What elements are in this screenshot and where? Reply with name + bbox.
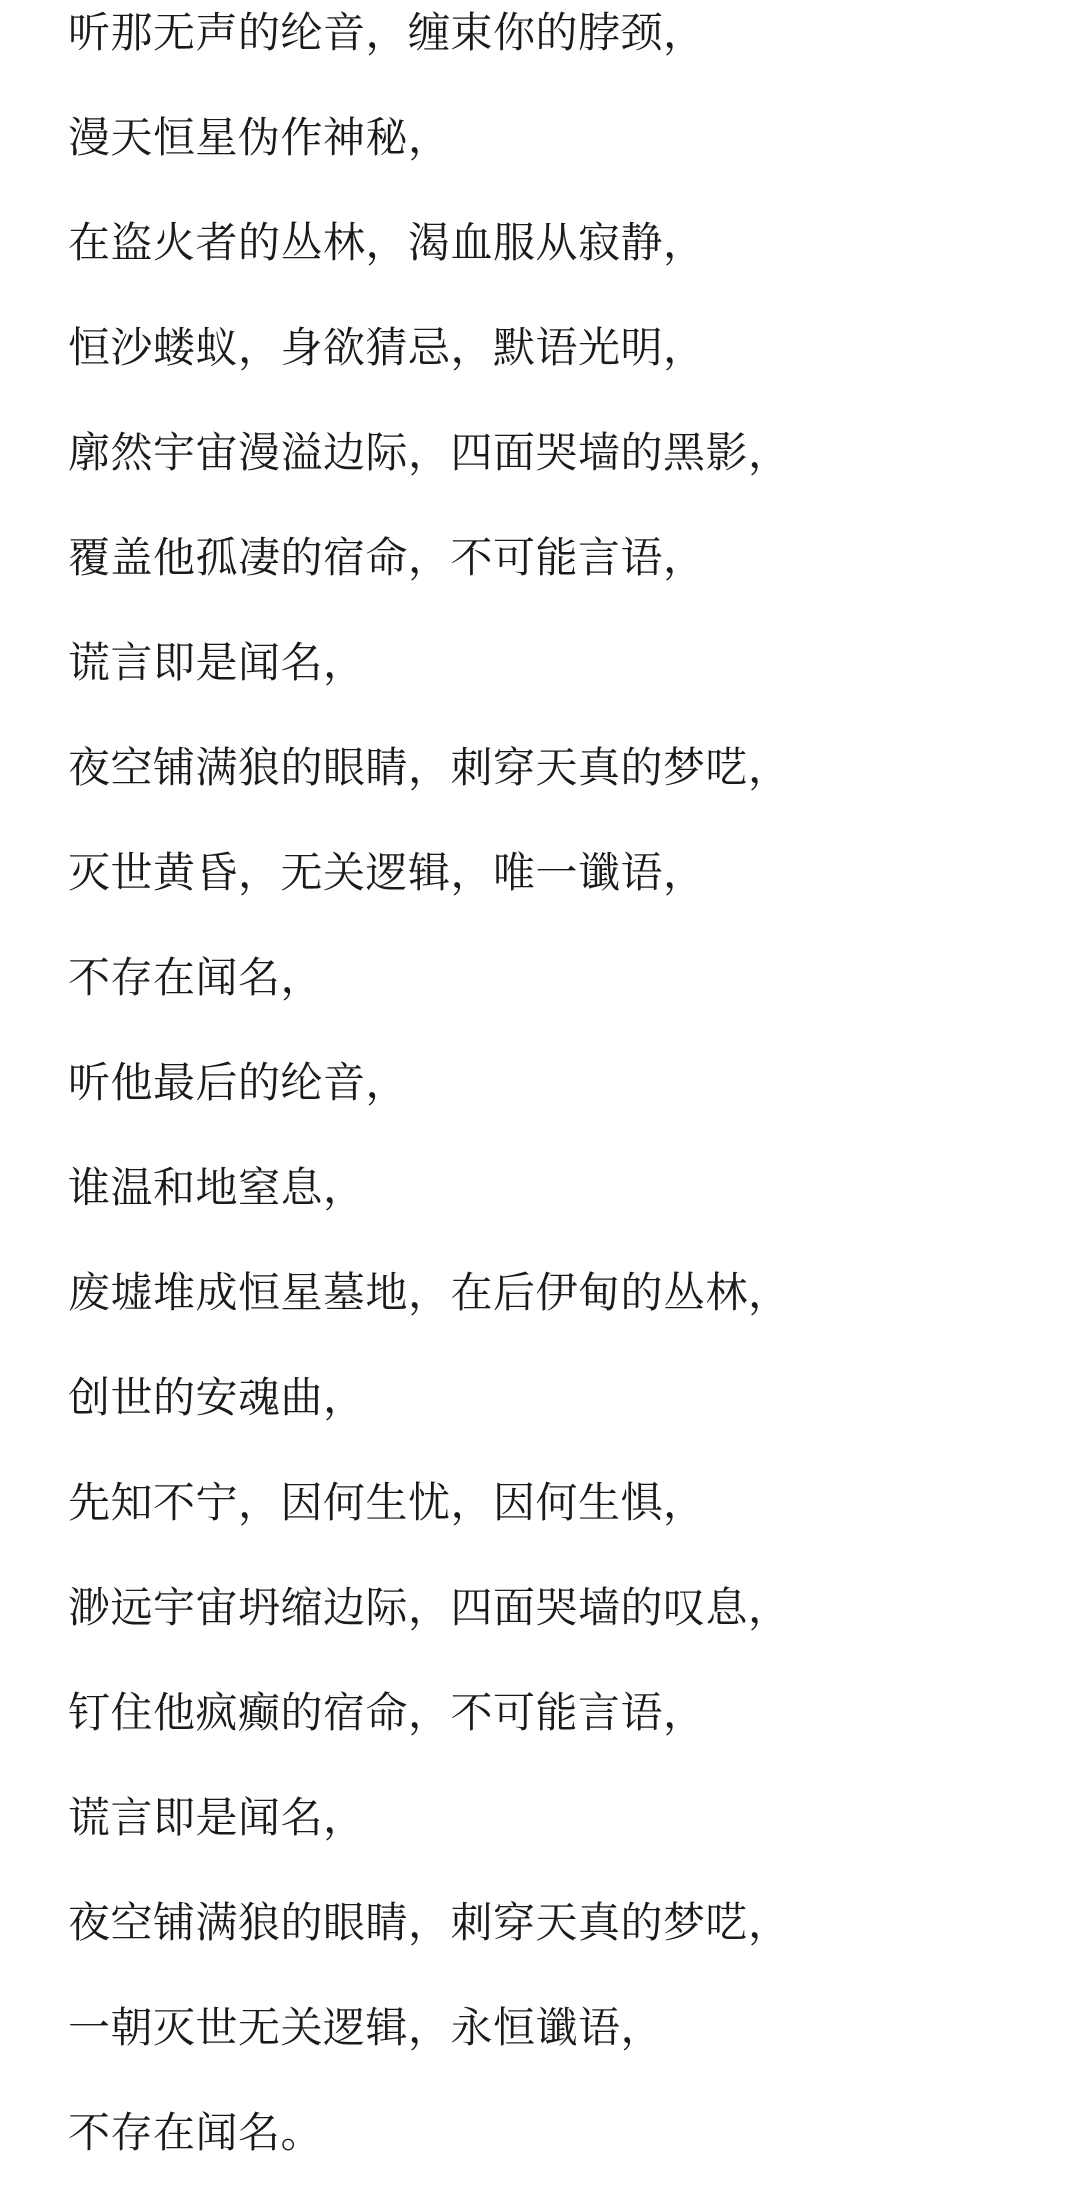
poem-line: 钉住他疯癫的宿命，不可能言语， <box>68 1688 706 1737</box>
poem-line: 漫天恒星伪作神秘， <box>68 113 451 162</box>
poem-line: 谁温和地窒息， <box>68 1163 366 1212</box>
poem-line: 廓然宇宙漫溢边际，四面哭墙的黑影， <box>68 428 791 477</box>
poem-line: 不存在闻名。 <box>68 2108 324 2157</box>
poem-line: 一朝灭世无关逻辑，永恒谶语， <box>68 2003 664 2052</box>
poem-line: 夜空铺满狼的眼睛，刺穿天真的梦呓， <box>68 1898 791 1947</box>
poem-line: 不存在闻名， <box>68 953 324 1002</box>
poem-line: 听他最后的纶音， <box>68 1058 409 1107</box>
poem-line: 废墟堆成恒星墓地，在后伊甸的丛林， <box>68 1268 791 1317</box>
poem-line: 灭世黄昏，无关逻辑，唯一谶语， <box>68 848 706 897</box>
poem-line: 创世的安魂曲， <box>68 1373 366 1422</box>
poem-line: 夜空铺满狼的眼睛，刺穿天真的梦呓， <box>68 743 791 792</box>
poem-line: 先知不宁，因何生忧，因何生惧， <box>68 1478 706 1527</box>
poem-line: 渺远宇宙坍缩边际，四面哭墙的叹息， <box>68 1583 791 1632</box>
poem-line: 恒沙蝼蚁，身欲猜忌，默语光明， <box>68 323 706 372</box>
poem-line: 在盗火者的丛林，渴血服从寂静， <box>68 218 706 267</box>
poem-line: 谎言即是闻名， <box>68 1793 366 1842</box>
poem-line: 谎言即是闻名， <box>68 638 366 687</box>
poem-line: 覆盖他孤凄的宿命，不可能言语， <box>68 533 706 582</box>
poem-line: 听那无声的纶音，缠束你的脖颈， <box>68 8 706 57</box>
poem-text <box>68 0 1048 2185</box>
